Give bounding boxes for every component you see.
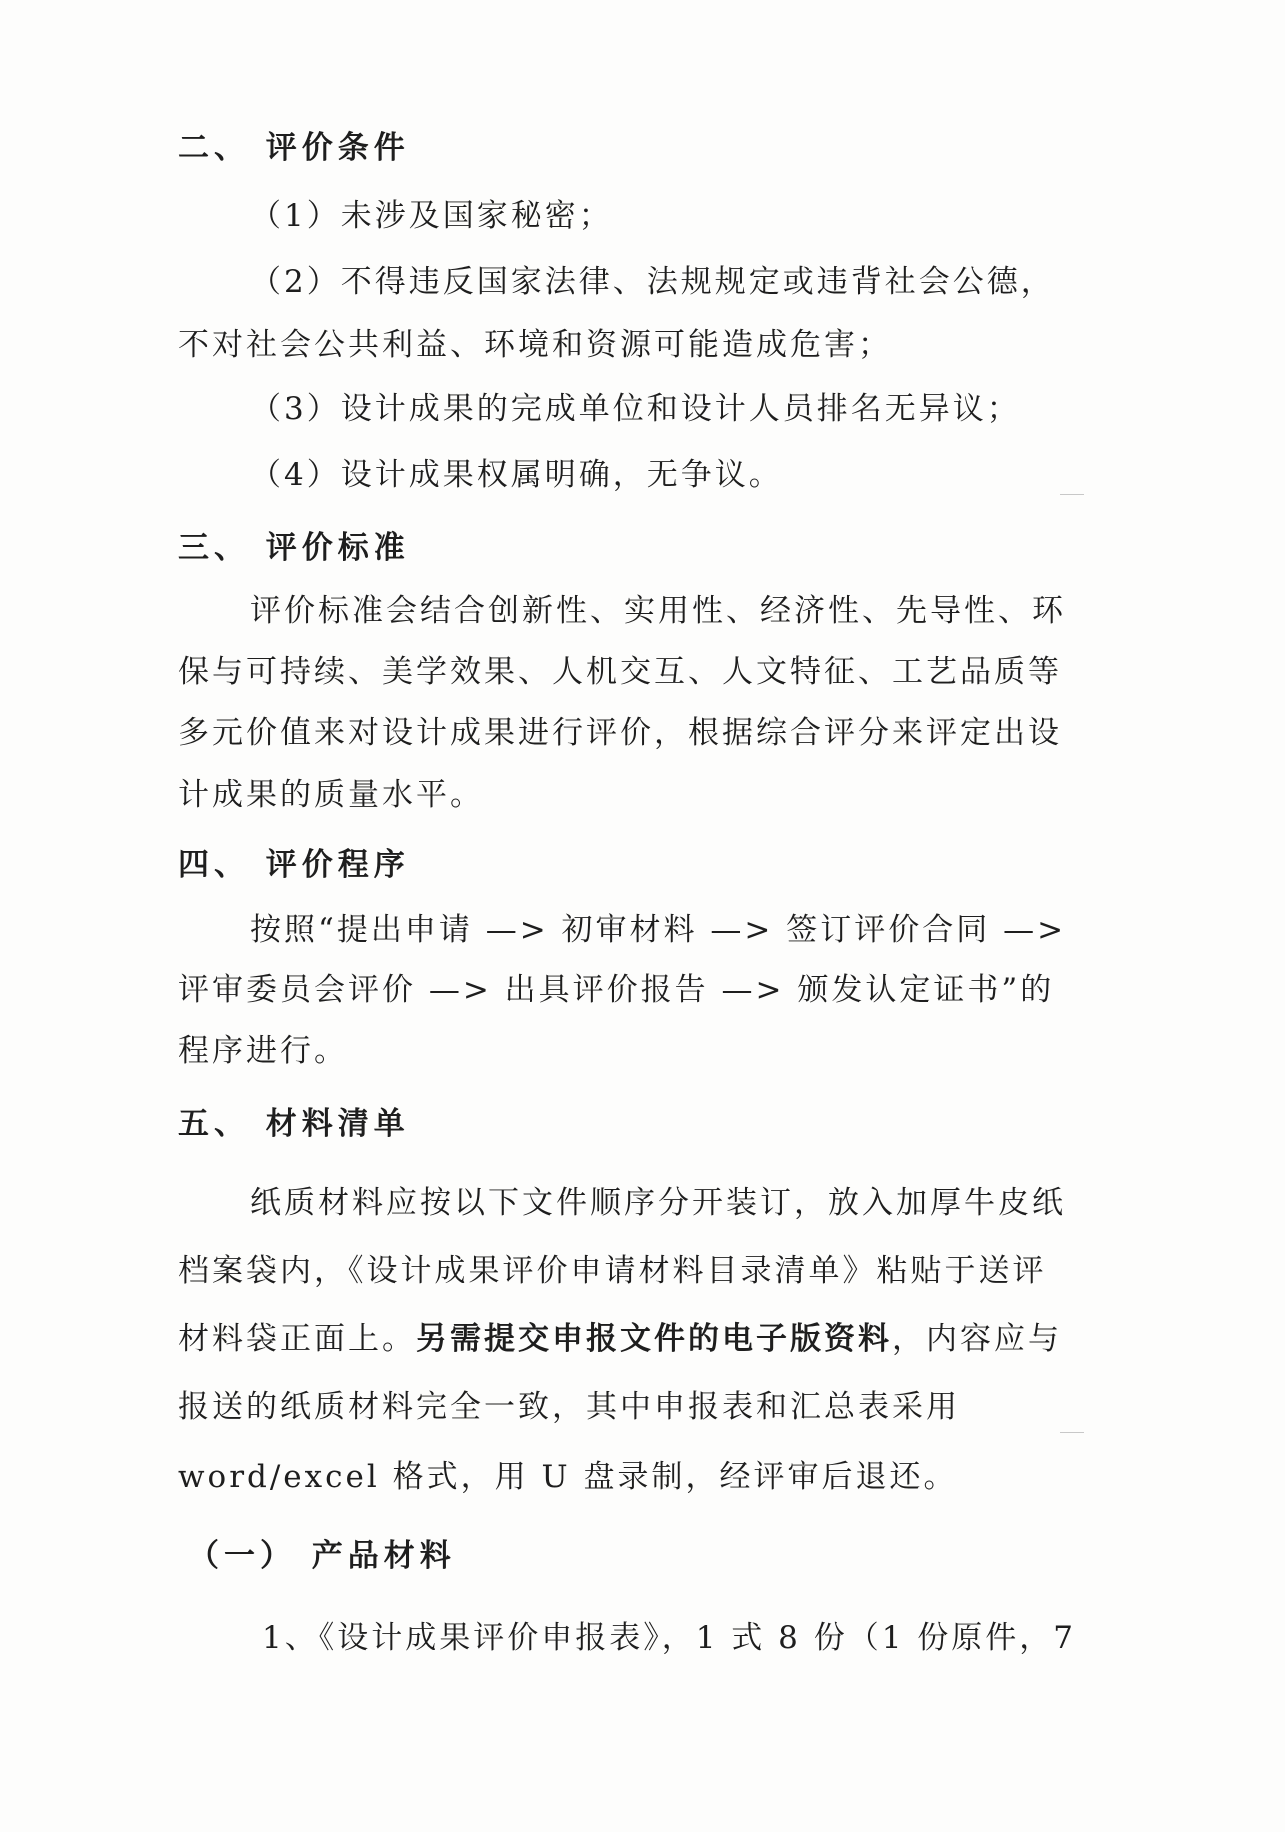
section-heading-evaluation-conditions: 二、 评价条件 [178,130,410,166]
condition-item-4: （4）设计成果权属明确，无争议。 [250,457,783,493]
electronic-materials-emphasis: 另需提交申报文件的电子版资料 [416,1321,892,1357]
section-heading-materials-list: 五、 材料清单 [178,1106,410,1142]
procedure-paragraph-line-3: 程序进行。 [178,1033,348,1069]
condition-item-2: （2）不得违反国家法律、法规规定或违背社会公德， [250,264,1055,300]
materials-paragraph-line-2: 档案袋内，《设计成果评价申请材料目录清单》粘贴于送评 [178,1253,1047,1289]
materials-line-3-plain: 材料袋正面上。 [178,1321,416,1357]
standards-paragraph-line-1: 评价标准会结合创新性、实用性、经济性、先导性、环 [250,593,1066,629]
condition-item-3: （3）设计成果的完成单位和设计人员排名无异议； [250,391,1021,427]
materials-line-3-tail: ，内容应与 [892,1321,1062,1357]
materials-paragraph-line-5: word/excel 格式，用 U 盘录制，经评审后退还。 [178,1459,958,1495]
materials-paragraph-line-4: 报送的纸质材料完全一致，其中申报表和汇总表采用 [178,1389,960,1425]
product-materials-item-1: 1、《设计成果评价申报表》，1 式 8 份（1 份原件，7 [262,1620,1077,1656]
procedure-paragraph-line-1: 按照“提出申请 —> 初审材料 —> 签订评价合同 —> [250,912,1067,948]
section-heading-evaluation-procedure: 四、 评价程序 [178,847,410,883]
condition-item-2-continued: 不对社会公共利益、环境和资源可能造成危害； [178,327,892,363]
procedure-paragraph-line-2: 评审委员会评价 —> 出具评价报告 —> 颁发认定证书”的 [178,972,1055,1008]
scan-mark [1060,494,1084,495]
materials-paragraph-line-1: 纸质材料应按以下文件顺序分开装订，放入加厚牛皮纸 [250,1185,1066,1221]
condition-item-1: （1）未涉及国家秘密； [250,198,613,234]
section-heading-evaluation-standards: 三、 评价标准 [178,530,410,566]
subsection-heading-product-materials: （一） 产品材料 [188,1538,456,1574]
scan-mark [1060,1432,1084,1433]
materials-paragraph-line-3 [178,1319,1062,1359]
standards-paragraph-line-4: 计成果的质量水平。 [178,777,484,813]
standards-paragraph-line-3: 多元价值来对设计成果进行评价，根据综合评分来评定出设 [178,715,1062,751]
standards-paragraph-line-2: 保与可持续、美学效果、人机交互、人文特征、工艺品质等 [178,654,1062,690]
